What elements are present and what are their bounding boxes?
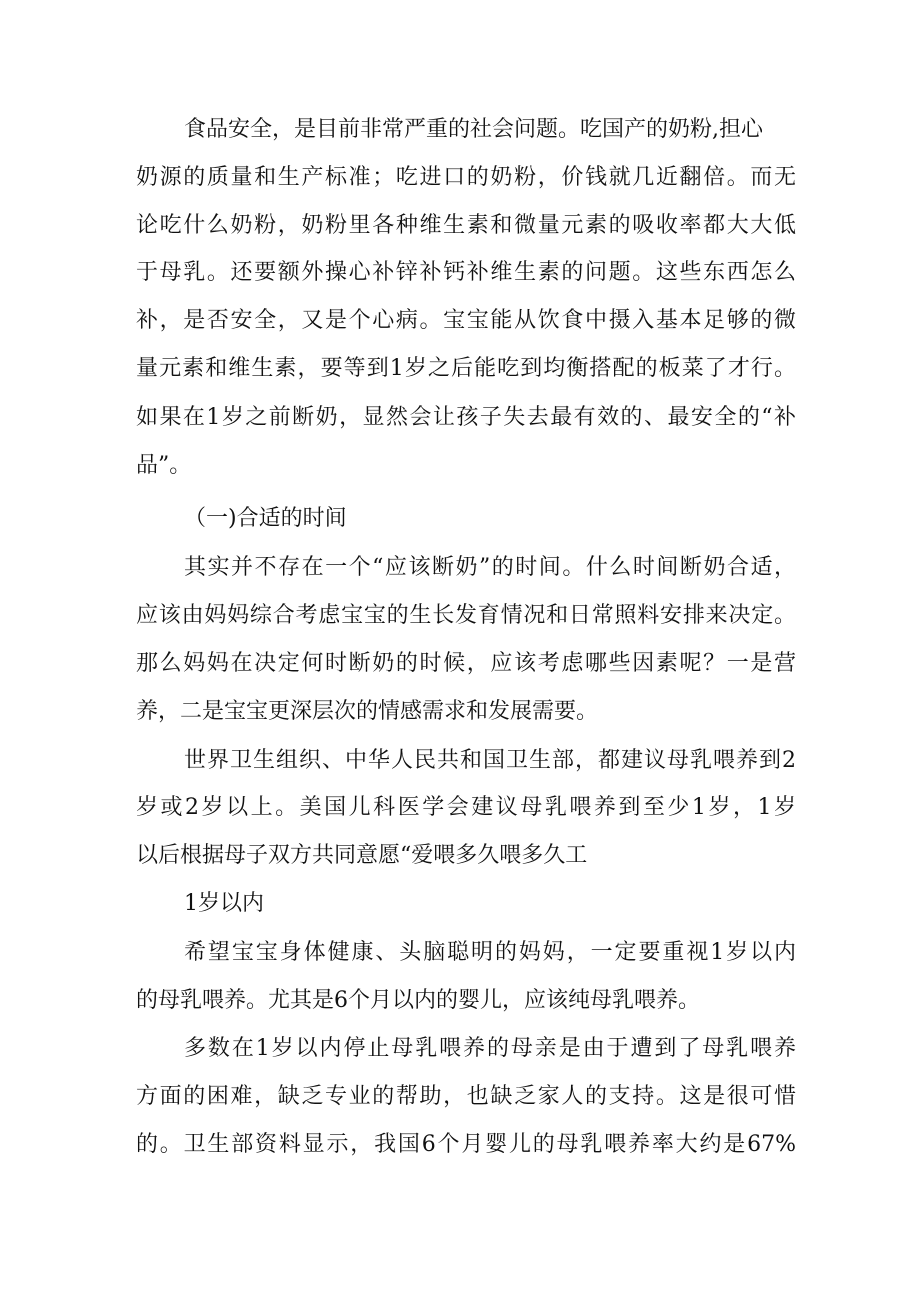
paragraph-2-line-4: 养，二是宝宝更深层次的情感需求和发展需要。 [136,699,599,724]
paragraph-1-line-1: 食品安全，是目前非常严重的社会问题。吃国产的奶粉,担心 [184,117,763,142]
paragraph-1-line-3: 论吃什么奶粉，奶粉里各种维生素和微量元素的吸收率都大大低 [136,213,796,238]
paragraph-3-line-2: 岁或2岁以上。美国儿科医学会建议母乳喂养到至少1岁，1岁 [136,795,796,820]
paragraph-2-line-3: 那么妈妈在决定何时断奶的时候，应该考虑哪些因素呢？一是营 [136,651,796,676]
paragraph-1-line-7: 如果在1岁之前断奶，显然会让孩子失去最有效的、最安全的“补 [136,405,796,430]
section-heading-timing: （一)合适的时间 [184,506,347,531]
paragraph-3-line-3: 以后根据母子双方共同意愿“爱喂多久喂多久工 [136,843,588,868]
paragraph-3-line-1: 世界卫生组织、中华人民共和国卫生部，都建议母乳喂养到2 [184,748,796,773]
paragraph-5-line-3: 的。卫生部资料显示，我国6个月婴儿的母乳喂养率大约是67% [136,1132,796,1157]
paragraph-1-line-6: 量元素和维生素，要等到1岁之后能吃到均衡搭配的板菜了才行。 [136,356,796,381]
paragraph-5-line-1: 多数在1岁以内停止母乳喂养的母亲是由于遭到了母乳喂养 [184,1036,796,1061]
paragraph-1-line-5: 补，是否安全，又是个心病。宝宝能从饮食中摄入基本足够的微 [136,308,796,333]
paragraph-1-line-2: 奶源的质量和生产标准；吃进口的奶粉，价钱就几近翻倍。而无 [136,165,796,190]
paragraph-4-line-1: 希望宝宝身体健康、头脑聪明的妈妈，一定要重视1岁以内 [184,940,796,965]
paragraph-1-line-8: 品”。 [136,453,192,478]
paragraph-2-line-2: 应该由妈妈综合考虑宝宝的生长发育情况和日常照料安排来决定。 [136,603,796,628]
paragraph-2-line-1: 其实并不存在一个“应该断奶”的时间。什么时间断奶合适， [184,555,796,580]
paragraph-4-line-2: 的母乳喂养。尤其是6个月以内的婴儿，应该纯母乳喂养。 [136,988,700,1013]
paragraph-5-line-2: 方面的困难，缺乏专业的帮助，也缺乏家人的支持。这是很可惜 [136,1084,796,1109]
section-heading-under-one: 1岁以内 [184,891,264,916]
paragraph-1-line-4: 于母乳。还要额外操心补锌补钙补维生素的问题。这些东西怎么 [136,260,796,285]
